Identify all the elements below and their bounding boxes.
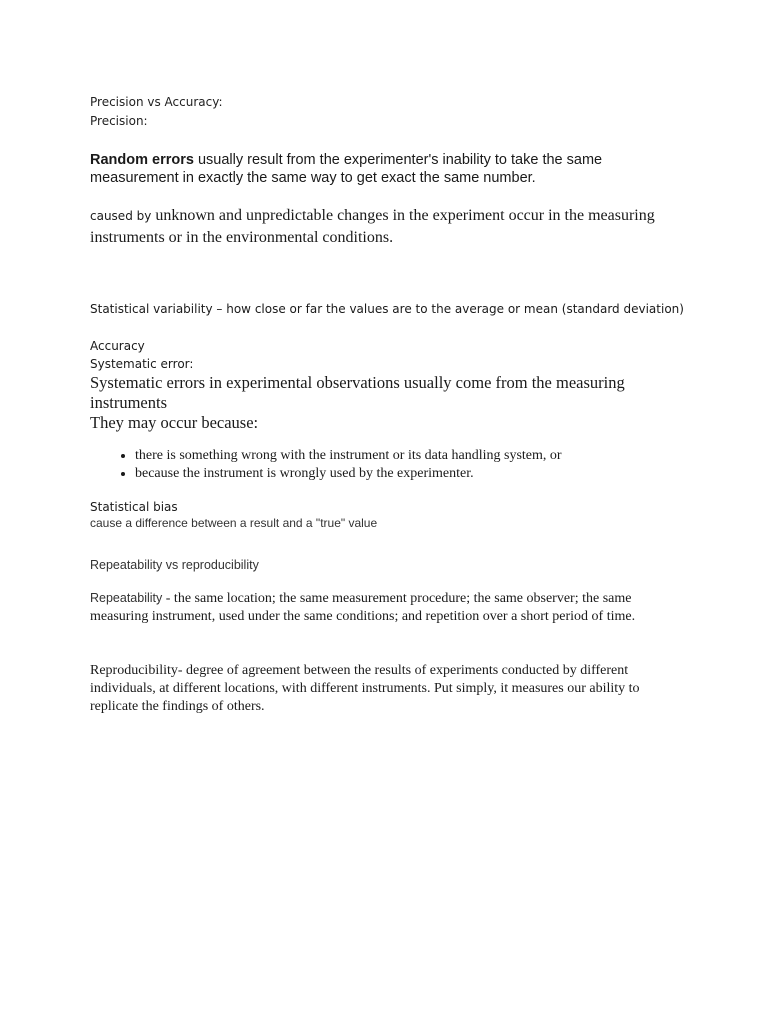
reproducibility-paragraph: Reproducibility- degree of agreement between the results of experiments conducted by different individuals, at different locations, with different instruments. Put simply, it measures our ability to replicate the findings of others. [90,663,640,714]
heading-precision: Precision: [90,114,148,128]
accuracy-title: Accuracy [90,339,145,353]
caused-by-paragraph [90,205,690,248]
document-page [90,93,690,716]
random-errors-text: usually result from the experimenter's inability to take the same measurement in exactly the same way to get exact the same number. [90,152,603,186]
heading-title: Precision vs Accuracy: [90,95,223,109]
repeatability-lead: Repeatability [90,591,163,605]
repeatability-paragraph [90,589,690,626]
list-item: • there is something wrong with the instrument or its data handling system, or [135,447,690,465]
statistical-variability: Statistical variability – how close or far the values are to the average or mean (standard deviation) [90,302,684,316]
caused-by-lead: caused by [90,209,152,223]
heading-block [90,93,690,131]
random-errors-paragraph [90,151,690,187]
random-errors-term: Random errors [90,152,194,168]
list-item: • because the instrument is wrongly used by the experimenter. [135,465,690,483]
accuracy-heading-block [90,337,690,373]
caused-by-text: unknown and unpredictable changes in the experiment occur in the measuring instruments or in the environmental conditions. [90,207,655,246]
bias-text: cause a difference between a result and a "true" value [90,516,378,530]
bias-block [90,499,690,531]
repeatability-text: - the same location; the same measurement procedure; the same observer; the same measuring instrument, used under the same conditions; and repetition over a short period of time. [90,591,636,624]
systematic-error-subtitle: Systematic error: [90,357,194,371]
reasons-list [90,447,690,483]
may-occur-text: They may occur because: [90,413,259,432]
repeatability-heading: Repeatability vs reproducibility [90,558,259,572]
bias-title: Statistical bias [90,500,178,514]
systematic-errors-text: Systematic errors in experimental observations usually come from the measuring instruments [90,373,625,412]
